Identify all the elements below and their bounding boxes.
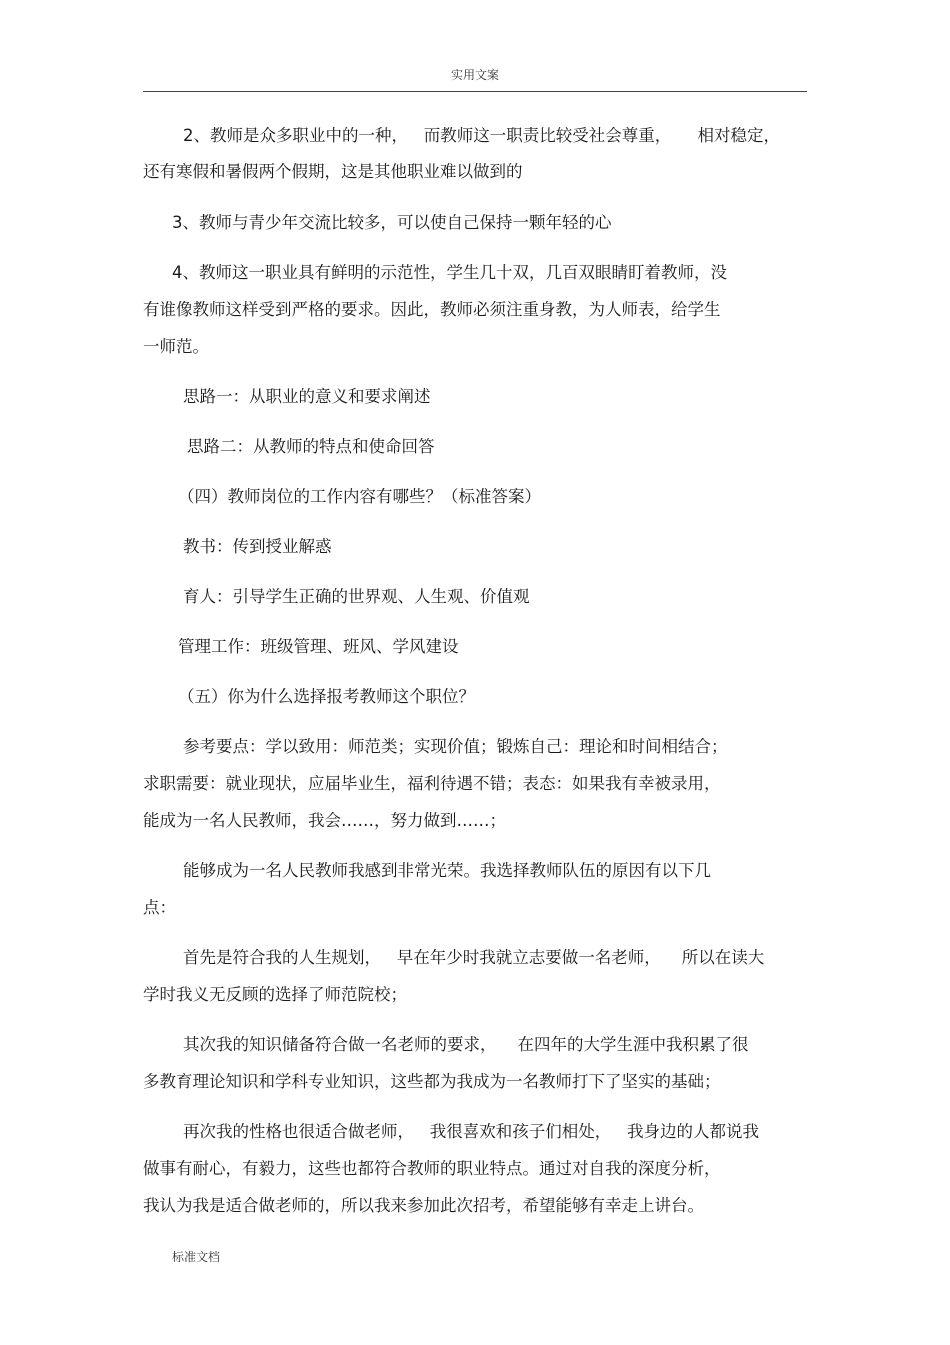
body-line: 求职需要：就业现状，应届毕业生，福利待遇不错；表态：如果我有幸被录用，: [143, 774, 721, 793]
body-line: 一师范。: [143, 337, 209, 356]
body-line: 还有寒假和暑假两个假期，这是其他职业难以做到的: [143, 162, 523, 181]
body-line: 其次我的知识储备符合做一名老师的要求， 在四年的大学生涯中我积累了很: [183, 1035, 749, 1054]
body-line: 能够成为一名人民教师我感到非常光荣。我选择教师队伍的原因有以下几: [183, 861, 711, 880]
body-line: 点：: [143, 898, 176, 917]
page-footer: 标准文档: [172, 1250, 221, 1264]
body-line: 思路二：从教师的特点和使命回答: [187, 437, 435, 456]
body-line: 教书：传到授业解惑: [183, 537, 332, 556]
section-heading: （五）你为什么选择报考教师这个职位？: [178, 687, 475, 706]
body-line: 4、教师这一职业具有鲜明的示范性，学生几十双，几百双眼睛盯着教师，没: [172, 263, 727, 282]
section-heading: （四）教师岗位的工作内容有哪些？（标准答案）: [178, 487, 541, 506]
body-line: 再次我的性格也很适合做老师， 我很喜欢和孩子们相处， 我身边的人都说我: [183, 1122, 759, 1141]
body-line: 学时我义无反顾的选择了师范院校；: [143, 985, 407, 1004]
body-line: 首先是符合我的人生规划， 早在年少时我就立志要做一名老师， 所以在读大: [183, 948, 765, 967]
body-line: 参考要点：学以致用：师范类；实现价值；锻炼自己：理论和时间相结合；: [183, 737, 728, 756]
page-header: 实用文案: [450, 68, 499, 82]
body-line: 3、教师与青少年交流比较多，可以使自己保持一颗年轻的心: [172, 213, 612, 232]
body-line: 管理工作：班级管理、班风、学风建设: [178, 637, 459, 656]
body-line: 2、教师是众多职业中的一种， 而教师这一职责比较受社会尊重， 相对稳定，: [183, 126, 780, 145]
header-divider: [143, 91, 807, 92]
body-line: 做事有耐心，有毅力，这些也都符合教师的职业特点。通过对自我的深度分析，: [143, 1159, 721, 1178]
body-line: 我认为我是适合做老师的，所以我来参加此次招考，希望能够有幸走上讲台。: [143, 1196, 704, 1215]
body-line: 多教育理论知识和学科专业知识，这些都为我成为一名教师打下了坚实的基础；: [143, 1072, 721, 1091]
body-line: 育人：引导学生正确的世界观、人生观、价值观: [183, 587, 530, 606]
body-line: 有谁像教师这样受到严格的要求。因此，教师必须注重身教，为人师表，给学生: [143, 300, 721, 319]
body-line: 能成为一名人民教师，我会……，努力做到……；: [143, 811, 506, 830]
body-line: 思路一：从职业的意义和要求阐述: [183, 387, 431, 406]
